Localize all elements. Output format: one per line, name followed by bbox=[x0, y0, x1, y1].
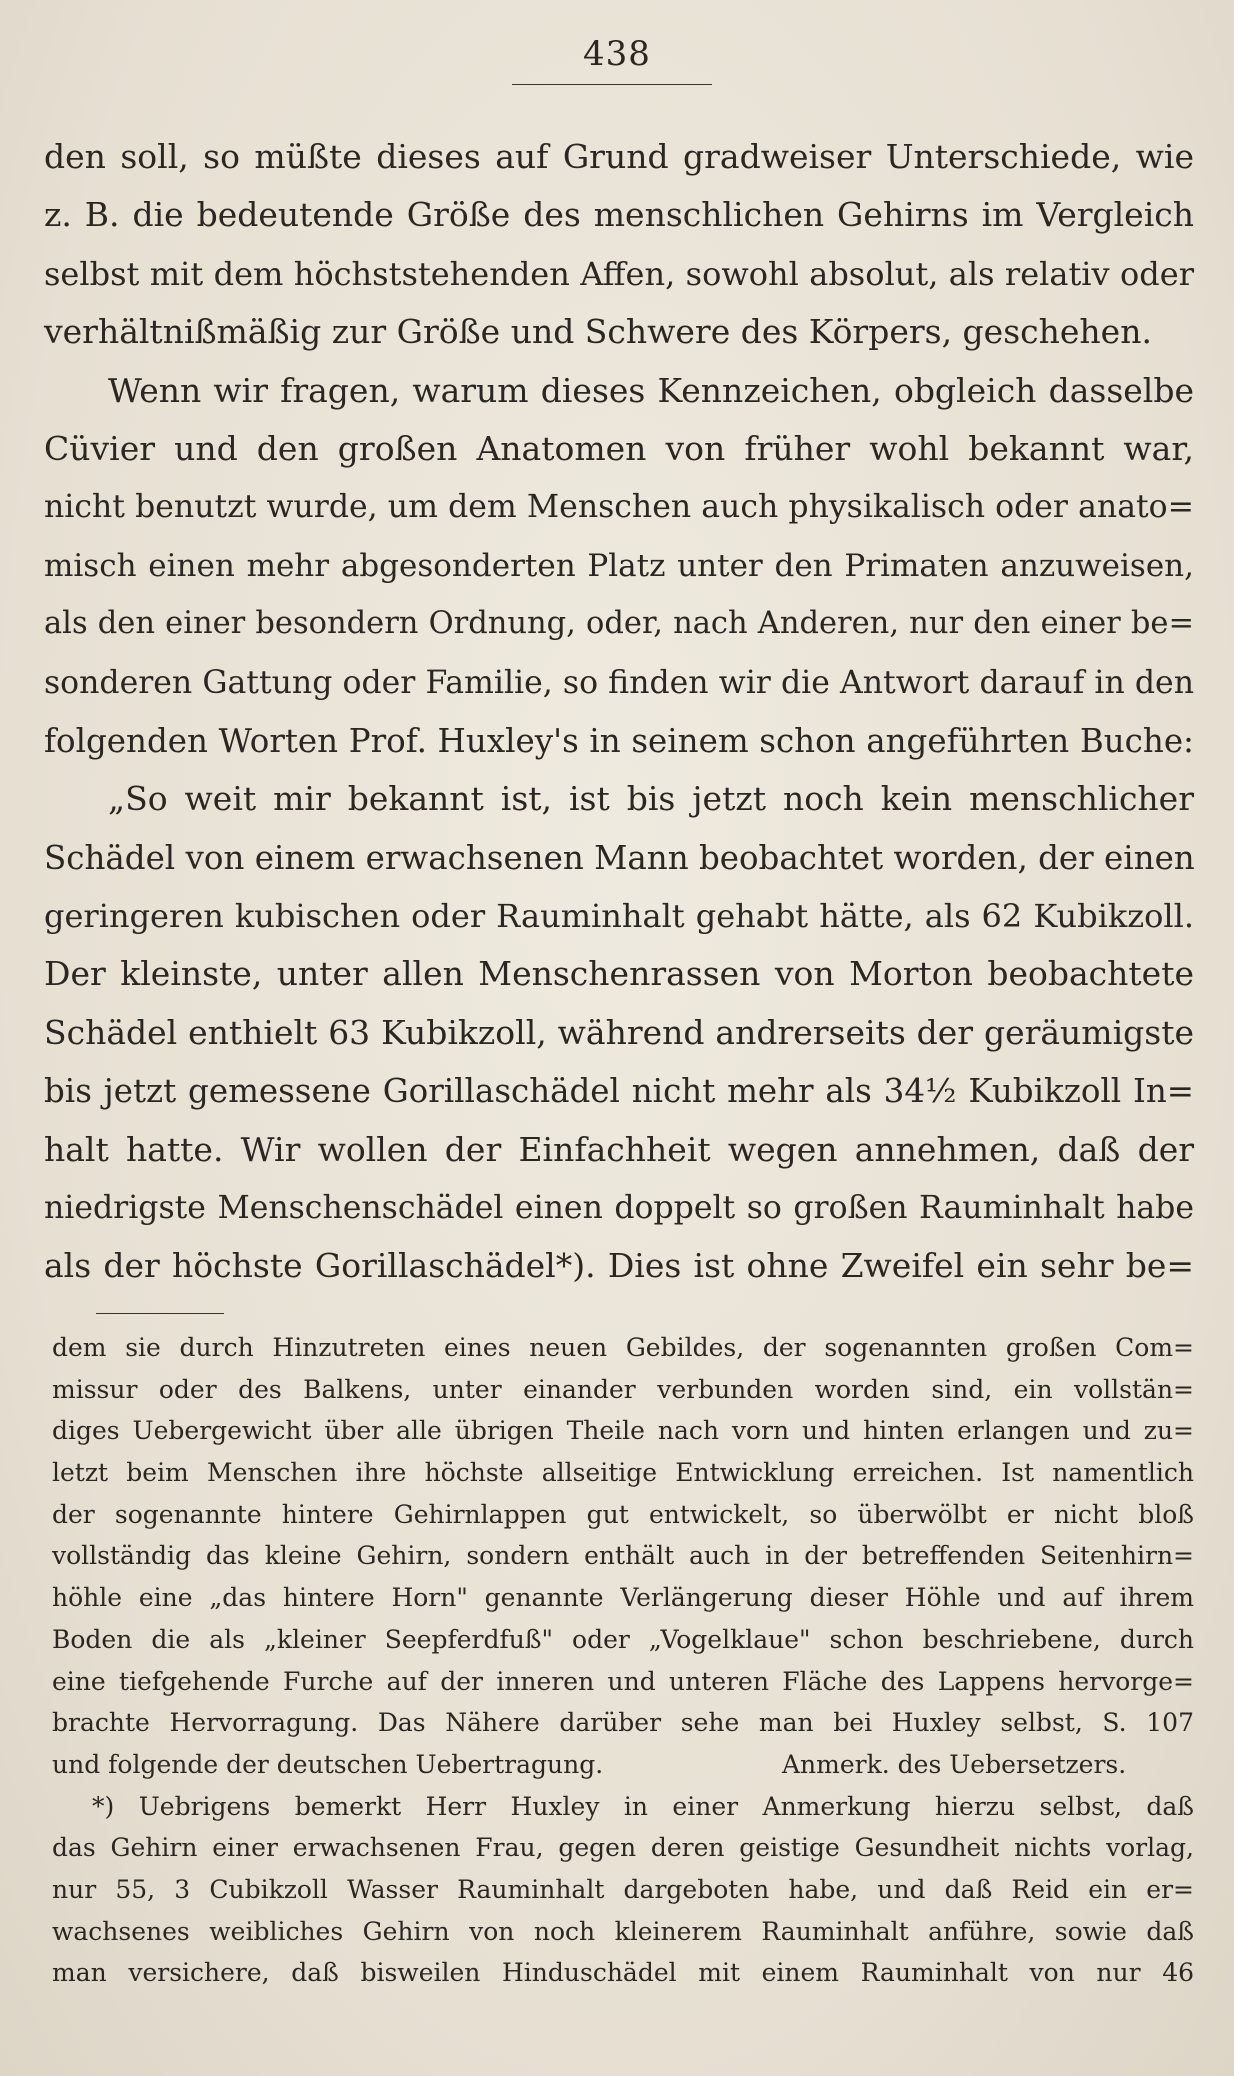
footnote-line: dem sie durch Hinzutreten eines neuen Gebildes, der sogenannten großen Com= bbox=[52, 1333, 1194, 1362]
footnotes bbox=[52, 1327, 1194, 1994]
footnote-line-text: und folgende der deutschen Uebertragung. bbox=[52, 1749, 604, 1779]
footnote-line: eine tiefgehende Furche auf der inneren und unteren Fläche des Lappens hervorge= bbox=[52, 1666, 1194, 1696]
text-line: Schädel von einem erwachsenen Mann beobachtet worden, der einen bbox=[44, 838, 1195, 877]
text-line: nicht benutzt wurde, um dem Menschen auch physikalisch oder anato= bbox=[44, 489, 1194, 526]
text-line: misch einen mehr abgesonderten Platz unter den Primaten anzuweisen, bbox=[44, 547, 1194, 584]
footnote-line: diges Uebergewicht über alle übrigen Theile nach vorn und hinten erlangen und zu= bbox=[52, 1416, 1194, 1446]
footnote-line: Boden die als „kleiner Seepferdfuß" oder „Vogelklaue" schon beschriebene, durch bbox=[52, 1624, 1194, 1654]
footnote-line: höhle eine „das hintere Horn" genannte Verlängerung dieser Höhle und auf ihrem bbox=[52, 1583, 1194, 1613]
text-line: z. B. die bedeutende Größe des menschlichen Gehirns im Vergleich bbox=[44, 195, 1194, 235]
star-footnote-line: das Gehirn einer erwachsenen Frau, gegen deren geistige Gesundheit nichts vorlag, bbox=[52, 1833, 1194, 1863]
star-footnote-line: nur 55, 3 Cubikzoll Wasser Rauminhalt dargeboten habe, und daß Reid ein er= bbox=[52, 1874, 1194, 1904]
page-number: 438 bbox=[583, 34, 651, 74]
star-footnote-line: man versichere, daß bisweilen Hinduschädel mit einem Rauminhalt von nur 46 bbox=[52, 1958, 1194, 1988]
page-number-rule bbox=[512, 84, 712, 85]
footnote-line: letzt beim Menschen ihre höchste allseitige Entwicklung erreichen. Ist namentlich bbox=[52, 1458, 1194, 1488]
text-line: Cüvier und den großen Anatomen von früher wohl bekannt war, bbox=[44, 428, 1194, 468]
text-line: halt hatte. Wir wollen der Einfachheit wegen annehmen, daß der bbox=[44, 1129, 1194, 1169]
text-line: „So weit mir bekannt ist, ist bis jetzt noch kein menschlicher bbox=[108, 779, 1194, 819]
footnote-rule bbox=[96, 1313, 224, 1314]
text-line: als der höchste Gorillaschädel*). Dies ist ohne Zweifel ein sehr be= bbox=[44, 1246, 1194, 1286]
footnote-line: vollständig das kleine Gehirn, sondern enthält auch in der betreffenden Seitenhirn= bbox=[52, 1541, 1194, 1571]
star-footnote-line: wachsenes weibliches Gehirn von noch kleinerem Rauminhalt anführe, sowie daß bbox=[52, 1916, 1194, 1946]
text-line: niedrigste Menschenschädel einen doppelt so großen Rauminhalt habe bbox=[44, 1190, 1194, 1227]
footnote-line: brachte Hervorragung. Das Nähere darüber sehe man bei Huxley selbst, S. 107 bbox=[52, 1708, 1194, 1738]
star-footnote-line: *) Uebrigens bemerkt Herr Huxley in einer Anmerkung hierzu selbst, daß bbox=[92, 1791, 1194, 1821]
text-line: den soll, so müßte dieses auf Grund gradweiser Unterschiede, wie bbox=[44, 137, 1194, 176]
text-line: Wenn wir fragen, warum dieses Kennzeichen, obgleich dasselbe bbox=[108, 370, 1194, 410]
text-line: sonderen Gattung oder Familie, so finden wir die Antwort darauf in den bbox=[44, 664, 1194, 701]
text-line: Der kleinste, unter allen Menschenrassen von Morton beobachtete bbox=[44, 954, 1194, 994]
text-line: verhältnißmäßig zur Größe und Schwere des Körpers, geschehen. bbox=[44, 312, 1152, 352]
footnote-line: missur oder des Balkens, unter einander verbunden worden sind, ein vollstän= bbox=[52, 1374, 1194, 1404]
footnote-signed-line bbox=[52, 1744, 1194, 1786]
text-line: folgenden Worten Prof. Huxley's in seinem schon angeführten Buche: bbox=[44, 721, 1194, 760]
text-line: als den einer besondern Ordnung, oder, nach Anderen, nur den einer be= bbox=[44, 606, 1194, 642]
text-line: bis jetzt gemessene Gorillaschädel nicht mehr als 34½ Kubikzoll In= bbox=[44, 1072, 1194, 1111]
text-line: geringeren kubischen oder Rauminhalt gehabt hätte, als 62 Kubikzoll. bbox=[44, 897, 1194, 936]
main-text bbox=[44, 128, 1194, 1296]
text-line: Schädel enthielt 63 Kubikzoll, während andrerseits der geräumigste bbox=[44, 1012, 1194, 1052]
translator-note-signature: Anmerk. des Uebersetzers. bbox=[782, 1749, 1127, 1779]
footnote-line: der sogenannte hintere Gehirnlappen gut entwickelt, so überwölbt er nicht bloß bbox=[52, 1499, 1194, 1529]
text-line: selbst mit dem höchststehenden Affen, sowohl absolut, als relativ oder bbox=[44, 254, 1194, 293]
